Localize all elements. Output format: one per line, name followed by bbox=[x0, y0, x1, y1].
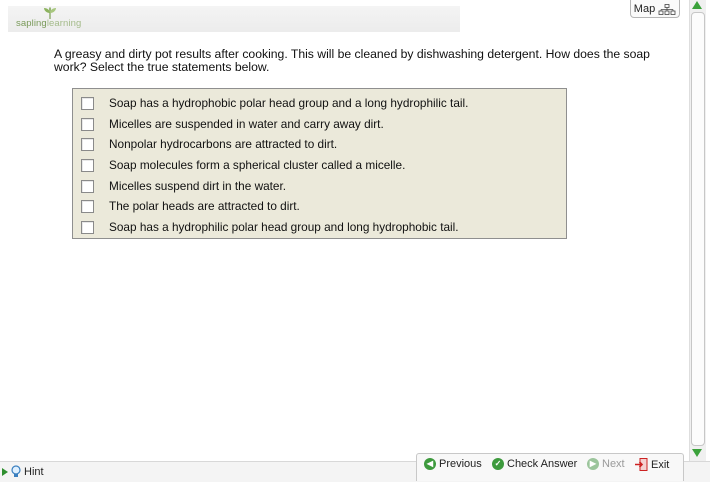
exit-door-icon bbox=[635, 458, 648, 471]
hint-button[interactable] bbox=[2, 465, 44, 479]
lightbulb-icon bbox=[10, 465, 22, 479]
option-checkbox[interactable] bbox=[81, 180, 94, 193]
navigation-panel bbox=[416, 453, 684, 481]
option-label: Soap has a hydrophobic polar head group and a long hydrophilic tail. bbox=[109, 96, 469, 110]
next-button[interactable] bbox=[587, 458, 625, 470]
option-checkbox[interactable] bbox=[81, 200, 94, 213]
option-checkbox[interactable] bbox=[81, 159, 94, 172]
option-4[interactable] bbox=[81, 157, 406, 173]
previous-label: Previous bbox=[439, 458, 482, 470]
scroll-down-arrow-icon[interactable] bbox=[692, 449, 702, 457]
option-3[interactable] bbox=[81, 136, 338, 152]
previous-button[interactable] bbox=[424, 458, 482, 470]
option-6[interactable] bbox=[81, 198, 300, 214]
option-2[interactable] bbox=[81, 116, 384, 132]
option-checkbox[interactable] bbox=[81, 118, 94, 131]
option-label: Nonpolar hydrocarbons are attracted to dirt. bbox=[109, 137, 338, 151]
next-label: Next bbox=[602, 458, 625, 470]
logo-text-sapling: sapling bbox=[16, 18, 47, 29]
option-checkbox[interactable] bbox=[81, 221, 94, 234]
check-answer-button[interactable] bbox=[492, 458, 577, 470]
logo-text bbox=[16, 18, 81, 29]
answer-options-box bbox=[72, 88, 567, 239]
exit-label: Exit bbox=[651, 458, 670, 471]
exit-button[interactable] bbox=[635, 458, 669, 471]
option-1[interactable] bbox=[81, 95, 469, 111]
option-checkbox[interactable] bbox=[81, 97, 94, 110]
map-label: Map bbox=[633, 3, 656, 15]
map-button[interactable] bbox=[630, 0, 680, 18]
expand-arrow-icon bbox=[2, 468, 8, 476]
checkmark-icon: ✓ bbox=[492, 458, 504, 470]
question-text: A greasy and dirty pot results after cooking. This will be cleaned by dishwashing detergent. How does the soap work? Select the true statements below. bbox=[54, 47, 650, 74]
option-label: Micelles suspend dirt in the water. bbox=[109, 179, 287, 193]
option-label: Soap molecules form a spherical cluster called a micelle. bbox=[109, 158, 406, 172]
option-label: Micelles are suspended in water and carry away dirt. bbox=[109, 117, 384, 131]
forward-arrow-icon: ▶ bbox=[587, 458, 599, 470]
vertical-scrollbar[interactable] bbox=[689, 0, 706, 461]
back-arrow-icon: ◀ bbox=[424, 458, 436, 470]
option-7[interactable] bbox=[81, 219, 459, 235]
logo-text-learning: learning bbox=[46, 18, 82, 29]
sitemap-icon bbox=[658, 4, 676, 15]
scroll-thumb[interactable] bbox=[691, 12, 705, 446]
check-answer-label: Check Answer bbox=[507, 458, 578, 470]
option-label: The polar heads are attracted to dirt. bbox=[109, 199, 300, 213]
option-checkbox[interactable] bbox=[81, 138, 94, 151]
option-label: Soap has a hydrophilic polar head group and long hydrophobic tail. bbox=[109, 220, 459, 234]
scroll-up-arrow-icon[interactable] bbox=[692, 1, 702, 9]
option-5[interactable] bbox=[81, 178, 287, 194]
sapling-learning-logo bbox=[16, 7, 106, 31]
hint-label: Hint bbox=[24, 466, 44, 478]
